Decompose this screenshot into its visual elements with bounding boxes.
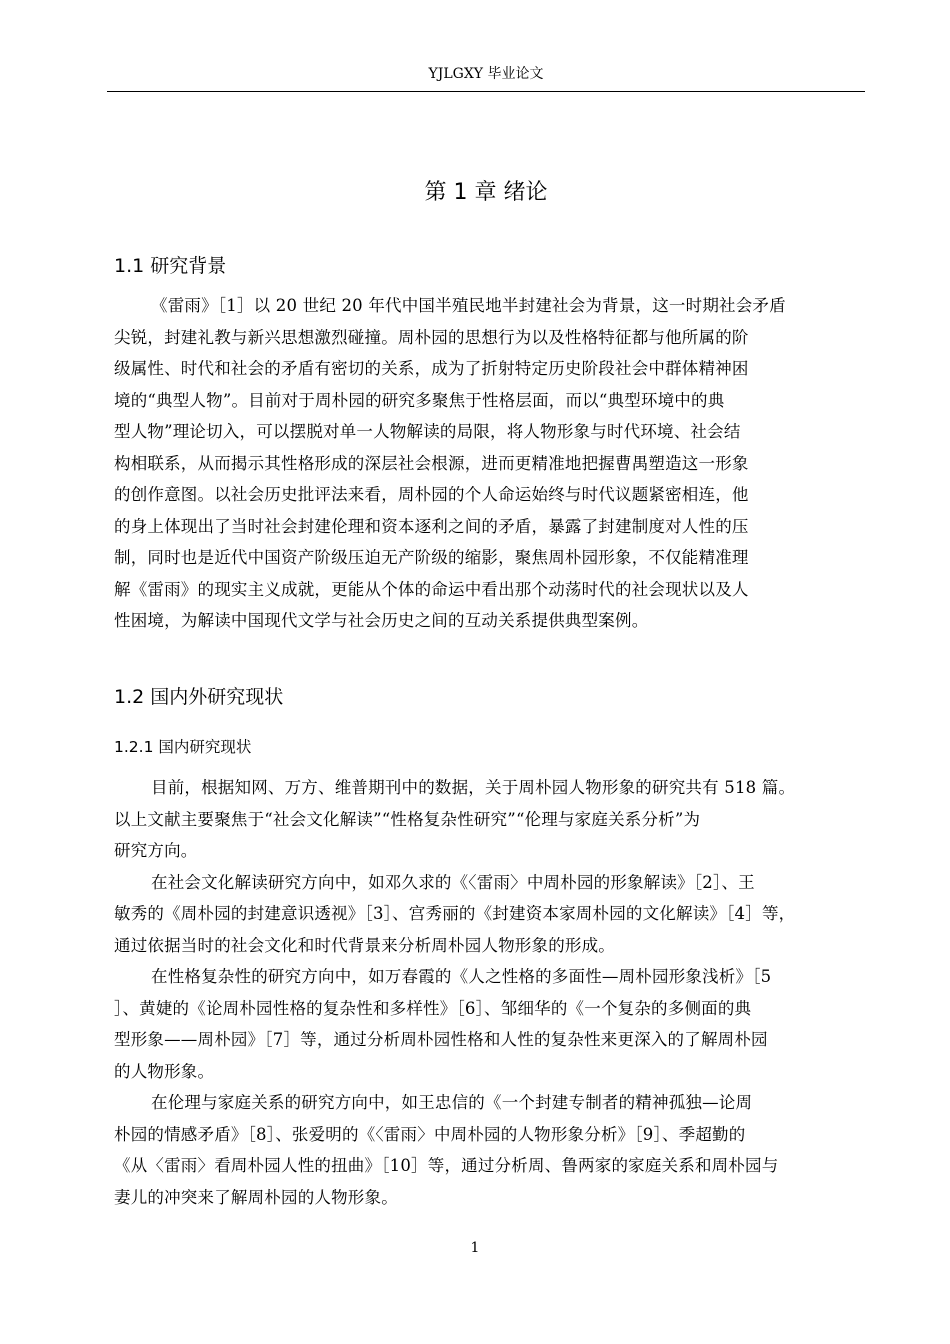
page-header: YJLGXY 毕业论文 xyxy=(428,66,544,82)
text-line: 以上文献主要聚焦于“社会文化解读”“性格复杂性研究”“伦理与家庭关系分析”为 xyxy=(114,809,701,829)
paragraph-domestic-research xyxy=(114,772,872,1213)
text-line: 朴园的情感矛盾》［8］、张爱明的《〈雷雨〉中周朴园的人物形象分析》［9］、季超勤的 xyxy=(114,1124,746,1144)
text-line: 尖锐，封建礼教与新兴思想激烈碰撞。周朴园的思想行为以及性格特征都与他所属的阶 xyxy=(114,327,749,347)
text-line: 在社会文化解读研究方向中，如邓久求的《〈雷雨〉中周朴园的形象解读》［2］、王 xyxy=(151,872,755,892)
text-line: 型人物”理论切入，可以摆脱对单一人物解读的局限，将人物形象与时代环境、社会结 xyxy=(114,422,741,441)
text-line: 性困境，为解读中国现代文学与社会历史之间的互动关系提供典型案例。 xyxy=(114,611,649,630)
paragraph-research-background xyxy=(114,290,872,637)
section-heading-1-1: 1.1 研究背景 xyxy=(114,255,227,277)
section-heading-1-2: 1.2 国内外研究现状 xyxy=(114,686,284,708)
page-number: 1 xyxy=(470,1240,480,1256)
text-line: 构相联系，从而揭示其性格形成的深层社会根源，进而更精准地把握曹禺塑造这一形象 xyxy=(114,453,749,473)
text-line: 研究方向。 xyxy=(114,841,198,860)
text-line: 妻儿的冲突来了解周朴园的人物形象。 xyxy=(114,1187,398,1207)
text-line: 的人物形象。 xyxy=(114,1061,215,1081)
section-heading-1-2-1: 1.2.1 国内研究现状 xyxy=(114,738,252,756)
text-line: 的创作意图。以社会历史批评法来看，周朴园的个人命运始终与时代议题紧密相连，他 xyxy=(114,485,749,504)
text-line: ］、黄婕的《论周朴园性格的复杂性和多样性》［6］、邹细华的《一个复杂的多侧面的典 xyxy=(114,998,752,1018)
text-line: 型形象——周朴园》［7］等，通过分析周朴园性格和人性的复杂性来更深入的了解周朴园 xyxy=(114,1030,768,1049)
text-line: 制，同时也是近代中国资产阶级压迫无产阶级的缩影，聚焦周朴园形象，不仅能精准理 xyxy=(114,548,749,567)
text-line: 的身上体现出了当时社会封建伦理和资本逐利之间的矛盾，暴露了封建制度对人性的压 xyxy=(114,516,749,536)
text-line: 《雷雨》［1］以 20 世纪 20 年代中国半殖民地半封建社会为背景，这一时期社会矛盾 xyxy=(151,296,786,315)
text-line: 敏秀的《周朴园的封建意识透视》［3］、宫秀丽的《封建资本家周朴园的文化解读》［4］等， xyxy=(114,904,796,923)
text-line: 目前，根据知网、万方、维普期刊中的数据，关于周朴园人物形象的研究共有 518 篇。 xyxy=(151,778,796,797)
text-line: 在性格复杂性的研究方向中，如万春霞的《人之性格的多面性—周朴园形象浅析》［5 xyxy=(151,967,772,986)
text-line: 在伦理与家庭关系的研究方向中，如王忠信的《一个封建专制者的精神孤独—论周 xyxy=(151,1093,753,1112)
text-line: 解《雷雨》的现实主义成就，更能从个体的命运中看出那个动荡时代的社会现状以及人 xyxy=(114,579,749,599)
chapter-title: 第 1 章 绪论 xyxy=(424,180,548,205)
header-rule xyxy=(107,91,865,92)
text-line: 通过依据当时的社会文化和时代背景来分析周朴园人物形象的形成。 xyxy=(114,935,615,955)
text-line: 境的“典型人物”。目前对于周朴园的研究多聚焦于性格层面，而以“典型环境中的典 xyxy=(114,390,725,410)
text-line: 级属性、时代和社会的矛盾有密切的关系，成为了折射特定历史阶段社会中群体精神困 xyxy=(114,359,749,378)
text-line: 《从〈雷雨〉看周朴园人性的扭曲》［10］等，通过分析周、鲁两家的家庭关系和周朴园与 xyxy=(114,1156,779,1175)
